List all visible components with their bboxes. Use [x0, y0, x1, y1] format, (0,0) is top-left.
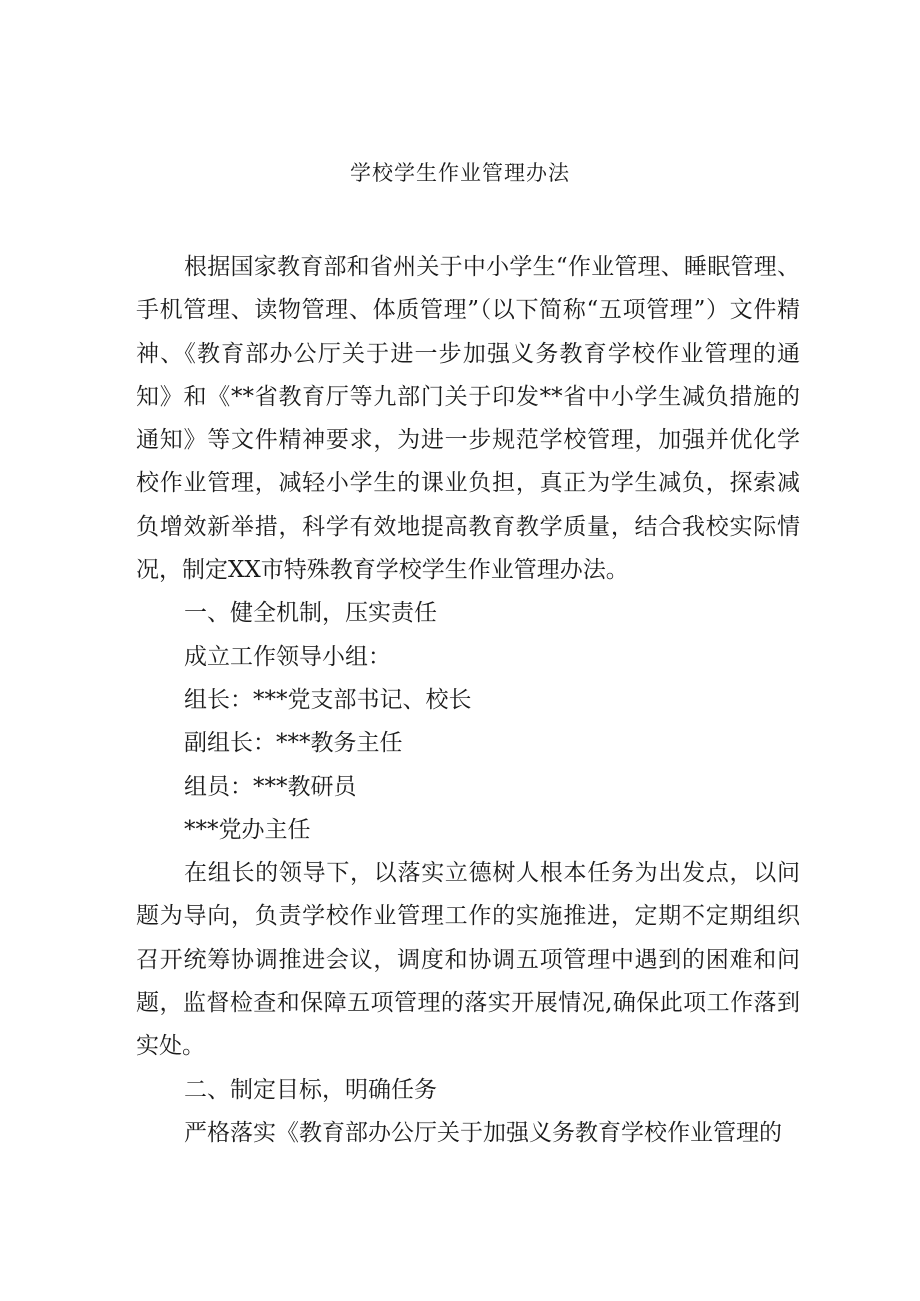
section-1-heading: 一、健全机制，压实责任: [184, 600, 437, 627]
section-2-paragraph-start: 严格落实《教育部办公厅关于加强义务教育学校作业管理的: [184, 1119, 782, 1146]
section-2-heading: 二、制定目标，明确任务: [184, 1076, 437, 1103]
deputy-leader-line: 副组长：***教务主任: [184, 730, 403, 757]
intro-paragraph: 根据国家教育部和省州关于中小学生“作业管理、睡眠管理、手机管理、读物管理、体质管理”（以下简称“五项管理”）文件精神、《教育部办公厅关于进一步加强义务教育学校作业管理的通知》和《**省教育厅等九部门关于印发**省中小学生减负措施的通知》等文件精神要求，为进一步规范学校管理，加强并优化学校作业管理，减轻小学生的课业负担，真正为学生减负，探索减负增效新举措，科学有效地提高教育教学质量，结合我校实际情况，制定XX市特殊教育学校学生作业管理办法。: [136, 254, 800, 584]
member-line: 组员：***教研员: [184, 773, 357, 800]
section-1-paragraph: 在组长的领导下，以落实立德树人根本任务为出发点，以问题为导向，负责学校作业管理工作的实施推进，定期不定期组织召开统筹协调推进会议，调度和协调五项管理中遇到的困难和问题，监督检查和保障五项管理的落实开展情况,确保此项工作落到实处。: [136, 860, 800, 1060]
group-intro-line: 成立工作领导小组：: [184, 643, 391, 670]
member-line-2: ***党办主任: [184, 816, 311, 843]
document-title: 学校学生作业管理办法: [350, 161, 570, 185]
leader-line: 组长：***党支部书记、校长: [184, 686, 472, 713]
document-body: [136, 246, 800, 1155]
